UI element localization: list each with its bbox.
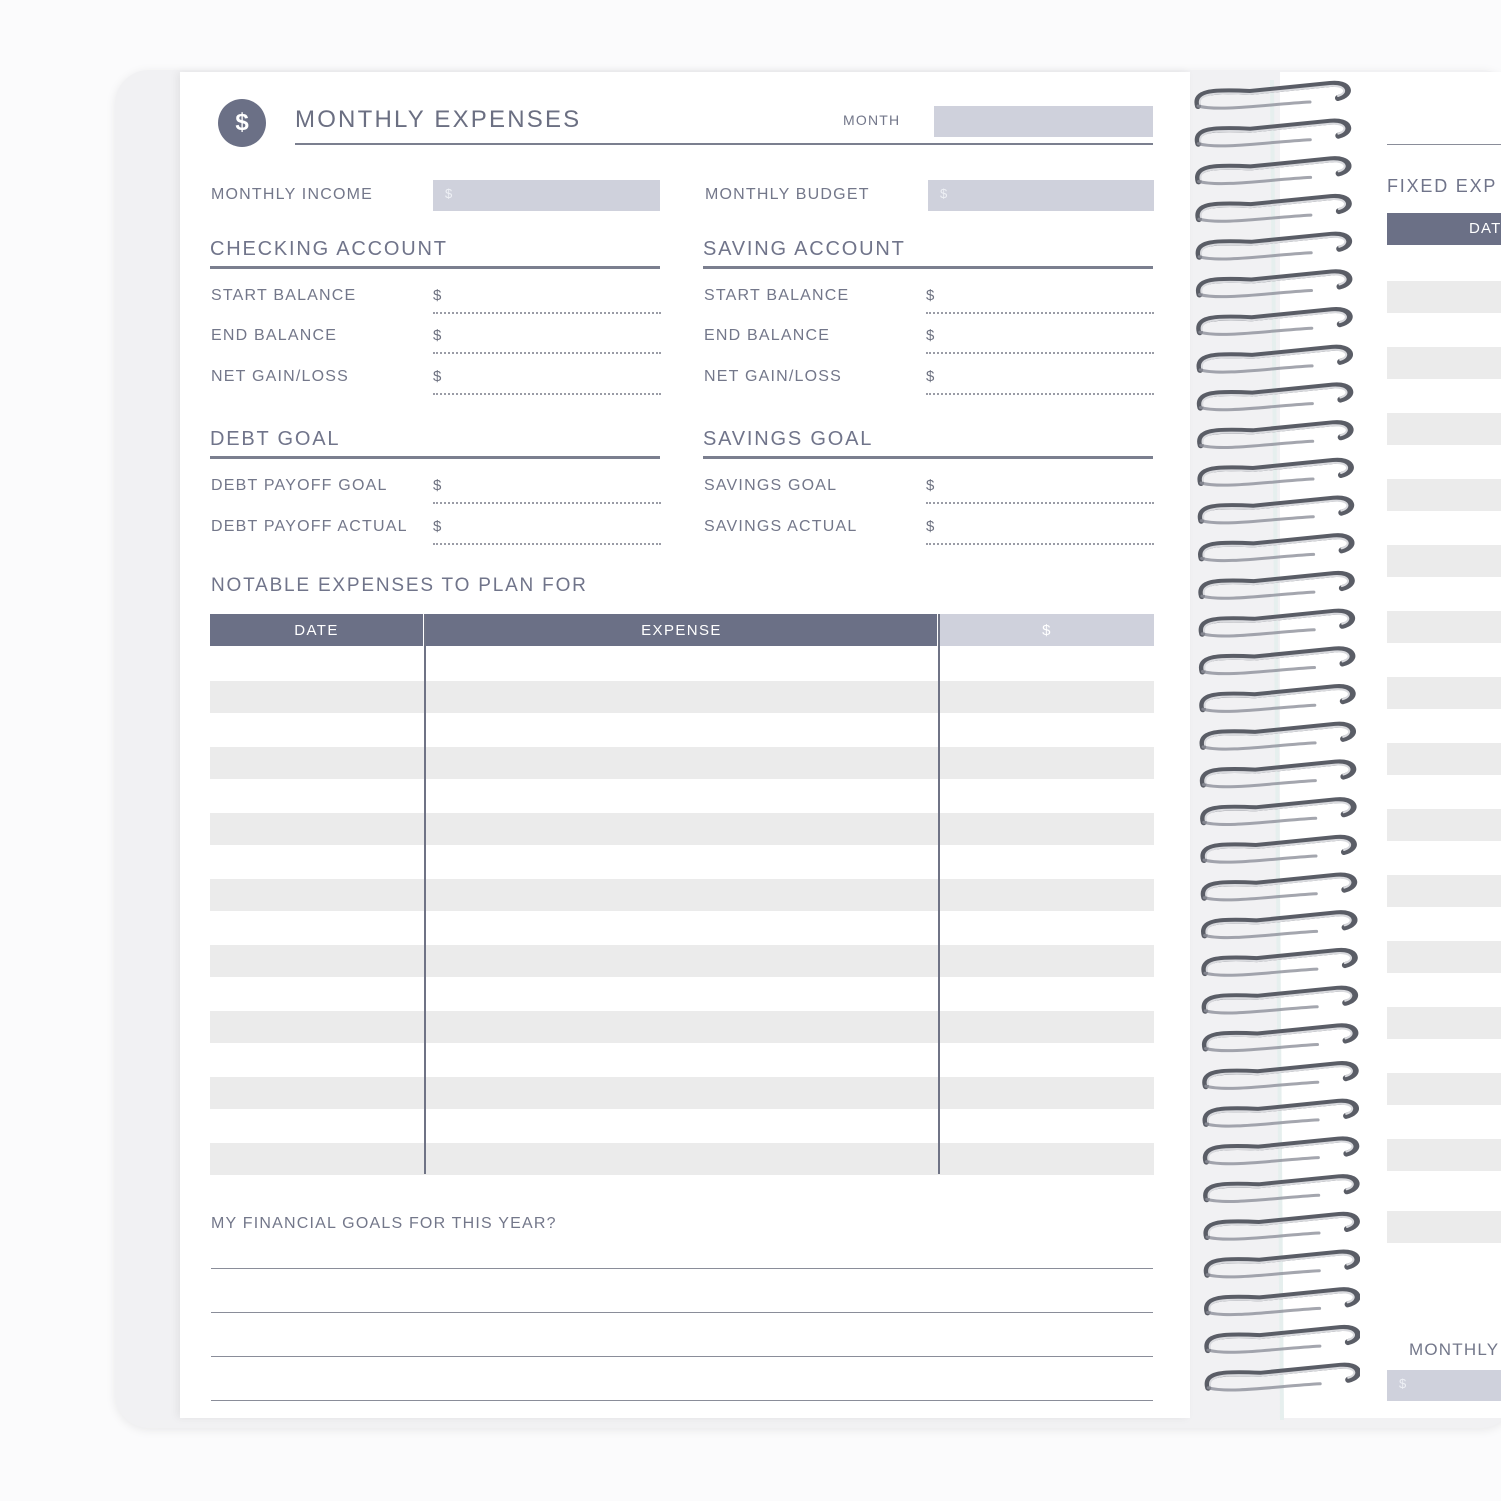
debt-payoff-goal-line[interactable]: [433, 502, 661, 504]
column-divider: [938, 614, 940, 1174]
page-title: MONTHLY EXPENSES: [295, 106, 582, 133]
table-row[interactable]: [210, 879, 1154, 911]
checking-net-line[interactable]: [433, 393, 661, 395]
right-monthly-prefix: $: [1399, 1376, 1407, 1391]
column-divider: [424, 614, 426, 1174]
right-table-row[interactable]: [1387, 611, 1501, 643]
checking-start-label: START BALANCE: [211, 287, 357, 304]
saving-net-label: NET GAIN/LOSS: [704, 368, 843, 385]
checking-end-prefix: $: [433, 327, 442, 344]
month-field[interactable]: [934, 106, 1153, 137]
debt-title: DEBT GOAL: [210, 428, 341, 450]
savings-goal-prefix: $: [926, 477, 935, 494]
saving-net-line[interactable]: [926, 393, 1154, 395]
goals-line[interactable]: [211, 1268, 1153, 1269]
checking-start-prefix: $: [433, 287, 442, 304]
right-table-row[interactable]: [1387, 1211, 1501, 1243]
month-label: MONTH: [843, 112, 901, 128]
right-table-row[interactable]: [1387, 677, 1501, 709]
saving-end-prefix: $: [926, 327, 935, 344]
spiral-binding: [1190, 80, 1360, 1420]
savings-actual-line[interactable]: [926, 543, 1154, 545]
debt-payoff-actual-label: DEBT PAYOFF ACTUAL: [211, 518, 408, 535]
table-row[interactable]: [210, 1077, 1154, 1109]
checking-net-prefix: $: [433, 368, 442, 385]
right-table-row[interactable]: [1387, 809, 1501, 841]
checking-end-label: END BALANCE: [211, 327, 338, 344]
right-table-row[interactable]: [1387, 1007, 1501, 1039]
checking-start-line[interactable]: [433, 312, 661, 314]
monthly-budget-label: MONTHLY BUDGET: [705, 186, 870, 203]
savings-goal-rule: [703, 456, 1153, 459]
savings-goal-line[interactable]: [926, 502, 1154, 504]
fixed-expenses-title: FIXED EXP: [1387, 176, 1498, 196]
right-table-row[interactable]: [1387, 347, 1501, 379]
goals-line[interactable]: [211, 1312, 1153, 1313]
goals-line[interactable]: [211, 1356, 1153, 1357]
table-row[interactable]: [210, 1143, 1154, 1175]
saving-start-line[interactable]: [926, 312, 1154, 314]
monthly-income-field[interactable]: [433, 180, 660, 211]
saving-title: SAVING ACCOUNT: [703, 238, 906, 260]
monthly-budget-field[interactable]: [928, 180, 1154, 211]
table-row[interactable]: [210, 681, 1154, 713]
checking-end-line[interactable]: [433, 352, 661, 354]
right-table-row[interactable]: [1387, 479, 1501, 511]
right-table-row[interactable]: [1387, 545, 1501, 577]
right-table-row[interactable]: [1387, 281, 1501, 313]
right-table-row[interactable]: [1387, 875, 1501, 907]
debt-payoff-goal-label: DEBT PAYOFF GOAL: [211, 477, 388, 494]
table-row[interactable]: [210, 813, 1154, 845]
col-expense-header: EXPENSE: [426, 614, 937, 646]
header-rule: [295, 143, 1153, 145]
saving-end-label: END BALANCE: [704, 327, 831, 344]
notable-title: NOTABLE EXPENSES TO PLAN FOR: [211, 575, 588, 596]
checking-net-label: NET GAIN/LOSS: [211, 368, 350, 385]
checking-rule: [210, 266, 660, 269]
right-table-row[interactable]: [1387, 941, 1501, 973]
savings-goal-label: SAVINGS GOAL: [704, 477, 838, 494]
financial-goals-title: MY FINANCIAL GOALS FOR THIS YEAR?: [211, 1215, 557, 1232]
col-amount-header: $: [940, 614, 1154, 646]
savings-goal-title: SAVINGS GOAL: [703, 428, 874, 450]
right-col-date-header: DAT: [1469, 220, 1501, 237]
right-table-row[interactable]: [1387, 1139, 1501, 1171]
right-table-row[interactable]: [1387, 413, 1501, 445]
debt-payoff-actual-line[interactable]: [433, 543, 661, 545]
right-table-row[interactable]: [1387, 1073, 1501, 1105]
budget-prefix: $: [940, 186, 948, 201]
saving-end-line[interactable]: [926, 352, 1154, 354]
debt-payoff-goal-prefix: $: [433, 477, 442, 494]
monthly-income-label: MONTHLY INCOME: [211, 186, 373, 203]
saving-start-label: START BALANCE: [704, 287, 850, 304]
table-row[interactable]: [210, 747, 1154, 779]
saving-rule: [703, 266, 1153, 269]
saving-net-prefix: $: [926, 368, 935, 385]
savings-actual-prefix: $: [926, 518, 935, 535]
debt-payoff-actual-prefix: $: [433, 518, 442, 535]
table-row[interactable]: [210, 945, 1154, 977]
col-date-header: DATE: [210, 614, 423, 646]
dollar-icon: $: [218, 99, 266, 147]
saving-start-prefix: $: [926, 287, 935, 304]
income-prefix: $: [445, 186, 453, 201]
goals-line[interactable]: [211, 1400, 1153, 1401]
right-monthly-label: MONTHLY: [1409, 1340, 1500, 1359]
savings-actual-label: SAVINGS ACTUAL: [704, 518, 858, 535]
right-table-row[interactable]: [1387, 743, 1501, 775]
checking-title: CHECKING ACCOUNT: [210, 238, 448, 260]
right-header-rule: [1387, 144, 1501, 145]
debt-rule: [210, 456, 660, 459]
right-monthly-field[interactable]: [1387, 1370, 1501, 1401]
table-row[interactable]: [210, 1011, 1154, 1043]
